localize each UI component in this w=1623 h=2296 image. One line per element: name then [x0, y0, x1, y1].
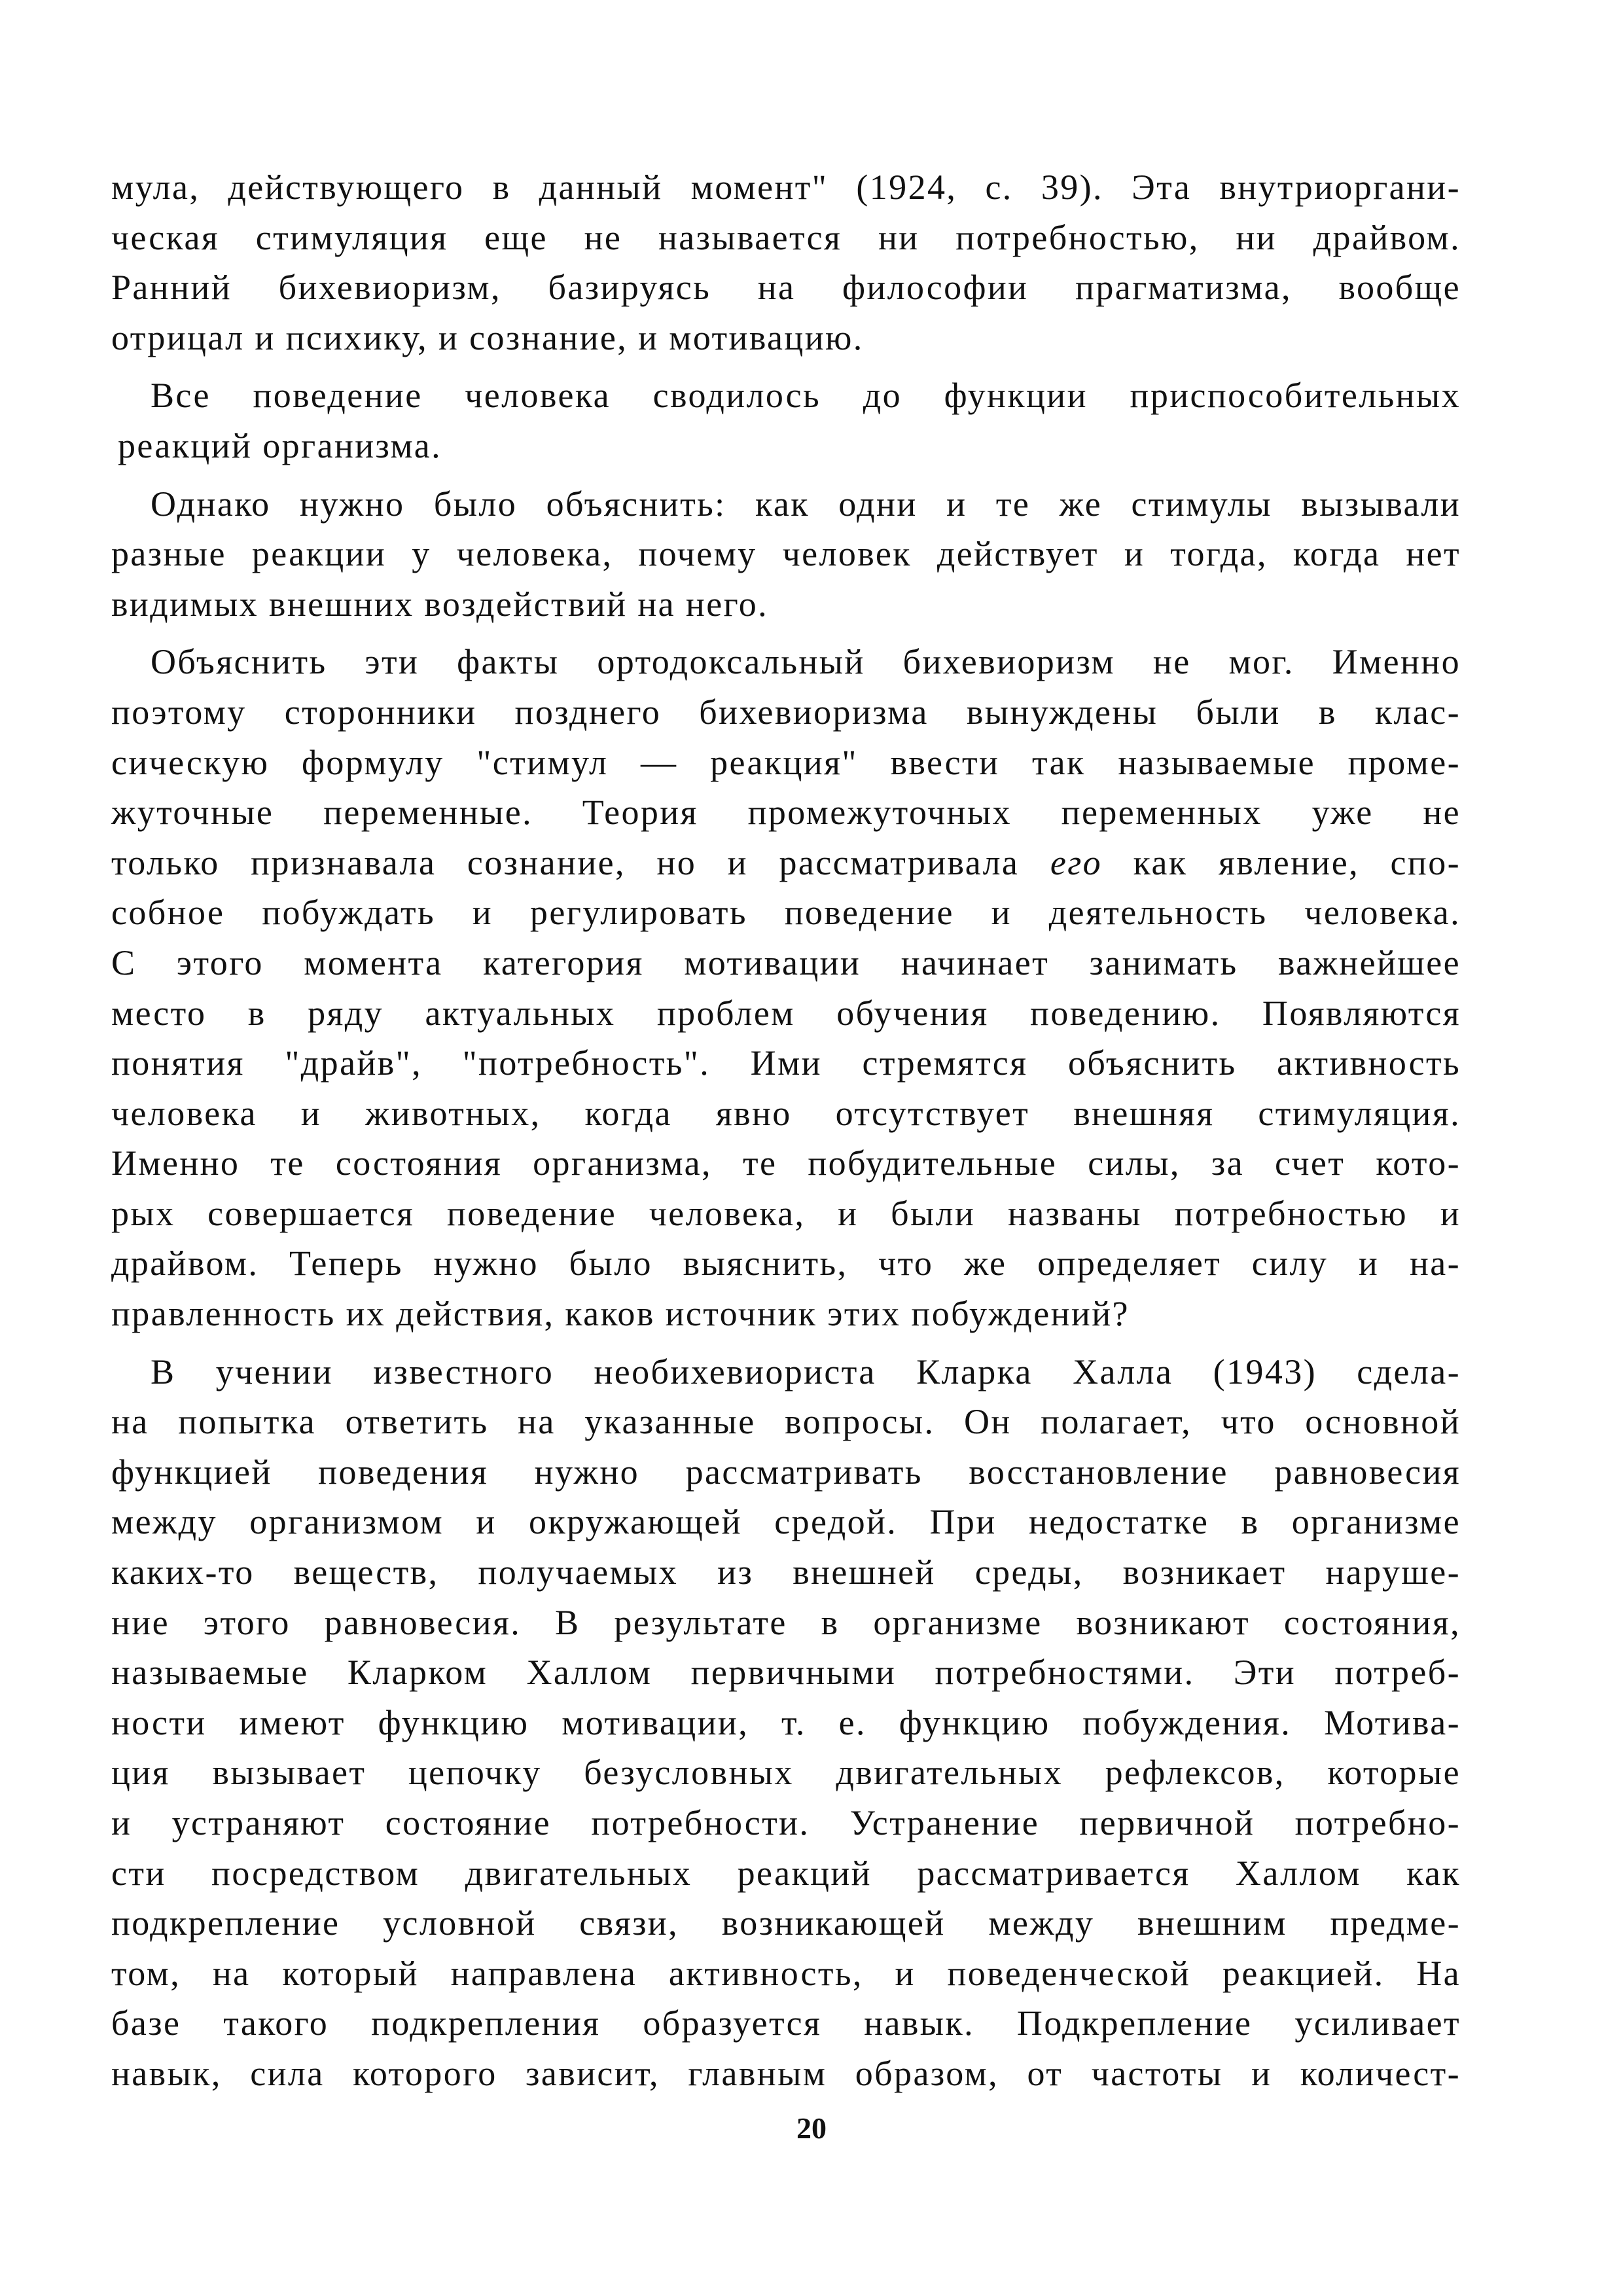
italic-word: его	[1050, 842, 1103, 882]
text-line: реакций организма.	[118, 425, 442, 465]
text-line: функцией поведения нужно рассматривать восстановление равновесия	[111, 1452, 1461, 1492]
text-segment: как явление, спо-	[1102, 842, 1461, 882]
text-line: каких-то веществ, получаемых из внешней среды, возникает наруше-	[111, 1552, 1461, 1592]
text-line: поэтому сторонники позднего бихевиоризма вынуждены были в клас-	[111, 692, 1461, 732]
paragraph-3	[111, 479, 1461, 630]
text-line: том, на который направлена активность, и поведенческой реакцией. На	[111, 1953, 1461, 1993]
text-line: ние этого равновесия. В результате в организме возникают состояния,	[111, 1602, 1461, 1642]
text-line: навык, сила которого зависит, главным образом, от частоты и количест-	[111, 2053, 1461, 2093]
text-line: Именно те состояния организма, те побудительные силы, за счет кото-	[111, 1143, 1461, 1183]
text-line: сти посредством двигательных реакций рассматривается Халлом как	[111, 1853, 1461, 1893]
page-number: 20	[796, 2111, 827, 2145]
text-line: драйвом. Теперь нужно было выяснить, что же определяет силу и на-	[111, 1244, 1461, 1283]
text-line: В учении известного необихевиориста Кларка Халла (1943) сдела-	[151, 1352, 1461, 1391]
text-line: Объяснить эти факты ортодоксальный бихевиоризм не мог. Именно	[151, 642, 1461, 682]
text-line: Ранний бихевиоризм, базируясь на философии прагматизма, вообще	[111, 268, 1461, 308]
text-line: сическую формулу "стимул — реакция" ввести так называемые проме-	[111, 742, 1461, 782]
text-segment: только признавала сознание, но и рассматривала	[111, 842, 1050, 882]
text-line: правленность их действия, каков источник этих побуждений?	[111, 1294, 1130, 1334]
paragraph-5	[111, 1347, 1461, 2099]
text-line: Все поведение человека сводилось до функции приспособительных	[151, 376, 1461, 416]
text-line: понятия "драйв", "потребность". Ими стремятся объяснить активность	[111, 1043, 1461, 1083]
paragraph-4	[111, 637, 1461, 1338]
body-text	[111, 162, 1461, 2099]
text-line: называемые Кларком Халлом первичными потребностями. Эти потреб-	[111, 1653, 1461, 1693]
paragraph-1	[111, 162, 1461, 363]
text-line: и устраняют состояние потребности. Устранение первичной потребно-	[111, 1803, 1461, 1842]
paragraph-2	[111, 370, 1461, 471]
text-line: человека и животных, когда явно отсутствует внешняя стимуляция.	[111, 1093, 1461, 1133]
text-line-with-italic	[111, 838, 1461, 888]
text-line: разные реакции у человека, почему человек действует и тогда, когда нет	[111, 534, 1461, 574]
text-line: на попытка ответить на указанные вопросы. Он полагает, что основной	[111, 1402, 1461, 1442]
text-line: собное побуждать и регулировать поведение и деятельность человека.	[111, 893, 1461, 933]
text-line: подкрепление условной связи, возникающей между внешним предме-	[111, 1903, 1461, 1943]
text-line: ция вызывает цепочку безусловных двигательных рефлексов, которые	[111, 1753, 1461, 1793]
text-line: жуточные переменные. Теория промежуточных переменных уже не	[111, 793, 1461, 833]
text-line: рых совершается поведение человека, и были названы потребностью и	[111, 1193, 1461, 1233]
text-line: место в ряду актуальных проблем обучения поведению. Появляются	[111, 993, 1461, 1033]
text-line: ческая стимуляция еще не называется ни потребностью, ни драйвом.	[111, 217, 1461, 257]
text-line: мула, действующего в данный момент" (1924, с. 39). Эта внутриоргани-	[111, 168, 1461, 207]
text-line: видимых внешних воздействий на него.	[111, 584, 769, 624]
text-line: Однако нужно было объяснить: как одни и те же стимулы вызывали	[151, 484, 1461, 524]
text-line: ности имеют функцию мотивации, т. е. функцию побуждения. Мотива-	[111, 1702, 1461, 1742]
text-line: базе такого подкрепления образуется навык. Подкрепление усиливает	[111, 2003, 1461, 2043]
text-line: отрицал и психику, и сознание, и мотивацию.	[111, 317, 864, 357]
text-line: С этого момента категория мотивации начинает занимать важнейшее	[111, 942, 1461, 982]
text-line: между организмом и окружающей средой. При недостатке в организме	[111, 1502, 1461, 1542]
